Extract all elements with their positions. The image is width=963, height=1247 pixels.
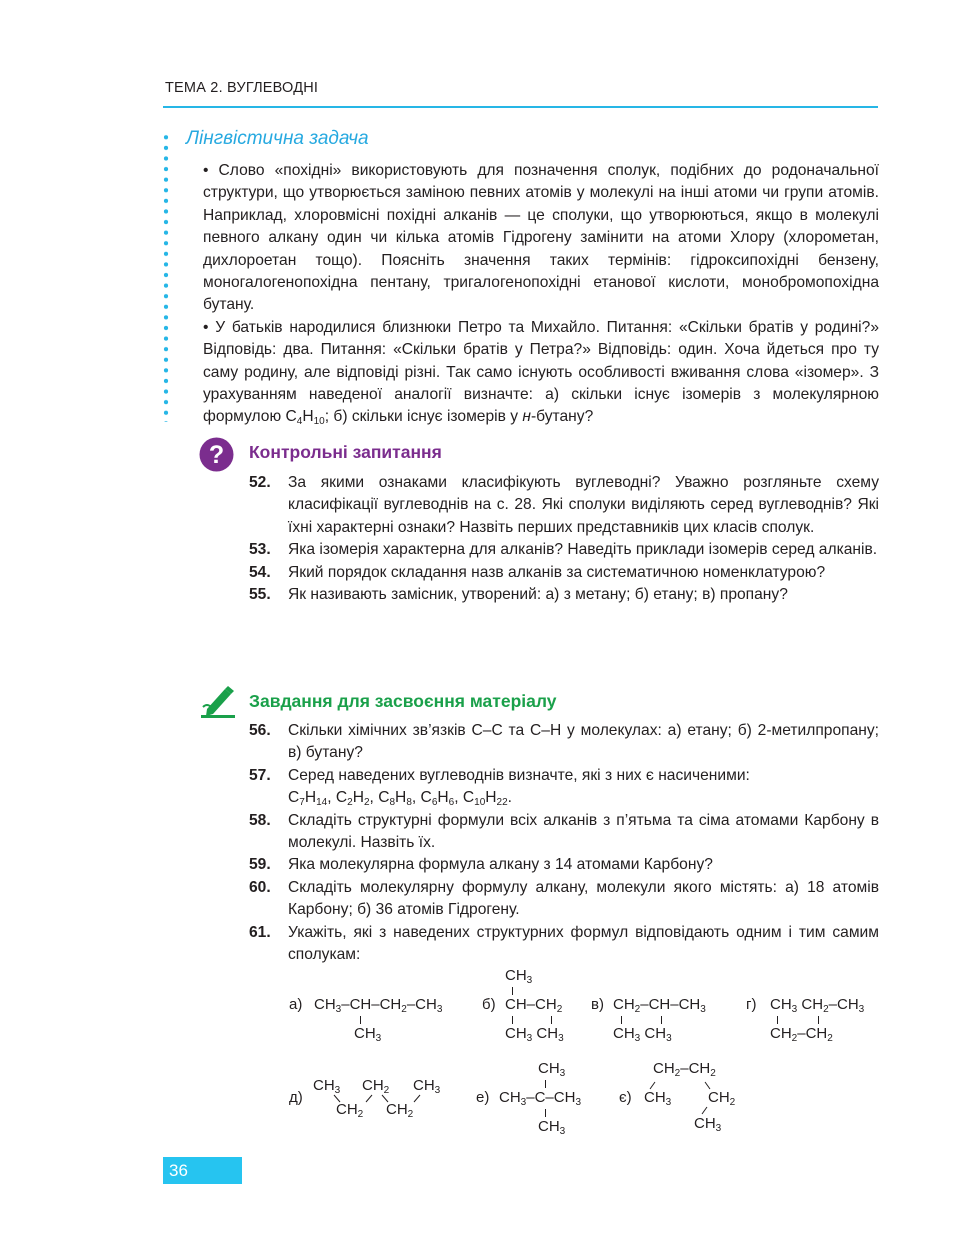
page-number: 36 [163, 1157, 242, 1184]
task-item: 59. Яка молекулярна формула алкану з 14 атомами Карбону? [249, 856, 713, 874]
bond-line [512, 987, 513, 995]
svg-text:?: ? [208, 441, 225, 469]
formula-g-label: г) [746, 996, 757, 1013]
formula-a-label: а) [289, 996, 303, 1013]
question-item: 52. За якими ознаками класифікують вуглеводні? Уважно розгляньте схему класифікації вуглеводнів на с. 28. Які сполуки виділяють серед вуглеводнів? Які їхні характерні ознаки? Назвіть перших представників цих класів сполук. [249, 474, 879, 536]
formula-d-bottom: $CH_2$ [336, 1101, 364, 1120]
tasks-title: Завдання для засвоєння матеріалу [249, 691, 557, 711]
bond-line [360, 1016, 361, 1024]
formula-b-top: $CH_3$ [505, 967, 533, 986]
linguistic-paragraph-1: • Слово «похідні» використовують для позначення сполук, подібних до родоначальної структури, що утворюється заміною певних атомів у молекулі на інші атоми чи групи атомів. Наприклад, хлоровмісні похідні алканів — це сполуки, що утворюються, якщо в молекулі певного алкану один чи кілька атомів Гідрогену замінити на атоми Хлору (хлорометан, дихлороетан тощо). Поясніть значення таких термінів: гідроксипохідні бензену, моногалогенопохідна пентану, тригалогенопохідні етанової кислоти, монобромопохідна бутану. [203, 162, 879, 314]
formula-d-bottom: $CH_2$ [386, 1101, 414, 1120]
formula-d-top: $CH_3$ [413, 1077, 441, 1096]
question-item: 55. Як називають замісник, утворений: а) з метану; б) етану; в) пропану? [249, 586, 788, 604]
formula-ye-label: є) [619, 1089, 632, 1106]
linguistic-paragraph-2: • У батьків народилися близнюки Петро та Михайло. Питання: «Скільки братів у родині?» Відповідь: два. Питання: «Скільки братів у Петра?» Відповідь: один. Хоча йдеться про ту саму родину, але відповіді різні. Так само існують особливості вживання слова «ізомер». З урахуванням наведеної аналогії визначте: а) скільки існує ізомерів з молекулярною формулою $C_4H_{10}$; б) скільки існує ізомерів у н-бутану? [203, 318, 879, 428]
formula-e-bottom: $CH_3$ [538, 1118, 566, 1137]
bond-line [545, 1080, 546, 1088]
task-item: 60. Складіть молекулярну формулу алкану, молекули якого містять: а) 18 атомів Карбону; б) 36 атомів Гідрогену. [249, 878, 879, 919]
formula-e-top: $CH_3$ [538, 1060, 566, 1079]
formula-a-branch: $CH_3$ [354, 1025, 382, 1044]
bond-line [661, 1016, 662, 1024]
formula-ye-top: $CH_2-CH_2$ [653, 1060, 716, 1079]
formula-v-main: $CH_2-CH-CH_3$ [613, 996, 706, 1015]
formula-e-main: $CH_3-C-CH_3$ [499, 1089, 581, 1108]
task-item: 56. Скільки хімічних зв’язків C–C та C–H у молекулах: а) етану; б) 2-метилпропану; в) бутану? [249, 722, 879, 762]
formula-b-label: б) [482, 996, 496, 1013]
bond-line [818, 1016, 819, 1024]
formula-e-label: е) [476, 1089, 490, 1106]
control-title: Контрольні запитання [249, 442, 442, 462]
formula-ye-mid: $CH_2$ [708, 1089, 736, 1108]
bond-line [512, 1016, 513, 1024]
formula-d-label: д) [289, 1089, 303, 1106]
bond-line [545, 1109, 546, 1117]
formula-v-label: в) [591, 996, 604, 1013]
formula-g-bottom: $CH_2-CH_2$ [770, 1025, 833, 1044]
formula-b-main: $CH-CH_2$ [505, 996, 563, 1015]
formula-d-top: $CH_2$ [362, 1077, 390, 1096]
formula-g-top: $CH_3$ $CH_2-CH_3$ [770, 996, 865, 1015]
page-header: ТЕМА 2. ВУГЛЕВОДНІ [165, 80, 319, 96]
task-item: 57. Серед наведених вуглеводнів визначте, які з них є насиченими: $C_7H_{14}$, $C_2H_2$, $C_8H_8$, $C_6H_6$, $C_{10}H_{22}$. [249, 766, 750, 809]
formula-v-bottom: $CH_3$ $CH_3$ [613, 1025, 672, 1044]
formula-d-top: $CH_3$ [313, 1077, 341, 1096]
formula-ye-mid: $CH_3$ [644, 1089, 672, 1108]
formula-ye-bottom: $CH_3$ [694, 1115, 722, 1134]
task-item: 58. Складіть структурні формули всіх алканів з п’ятьма та сіма атомами Карбону в молекулі. Назвіть їх. [249, 811, 879, 852]
bond-line [777, 1016, 778, 1024]
question-item: 54. Який порядок складання назв алканів за систематичною номенклатурою? [249, 563, 826, 581]
formula-a-main: $CH_3-CH-CH_2-CH_3$ [314, 996, 443, 1015]
bond-line [551, 1016, 552, 1024]
formula-b-bottom: $CH_3$ $CH_3$ [505, 1025, 564, 1044]
bond-line [621, 1016, 622, 1024]
task-item: 61. Укажіть, які з наведених структурних формул відповідають одним і тим самим сполукам: [249, 923, 879, 964]
question-item: 53. Яка ізомерія характерна для алканів? Наведіть приклади ізомерів серед алканів. [249, 541, 878, 559]
linguistic-title: Лінгвістична задача [186, 128, 369, 149]
formula-57: $C_7H_{14}$, $C_2H_2$, $C_8H_8$, $C_6H_6$, $C_{10}H_{22}$. [288, 789, 512, 809]
